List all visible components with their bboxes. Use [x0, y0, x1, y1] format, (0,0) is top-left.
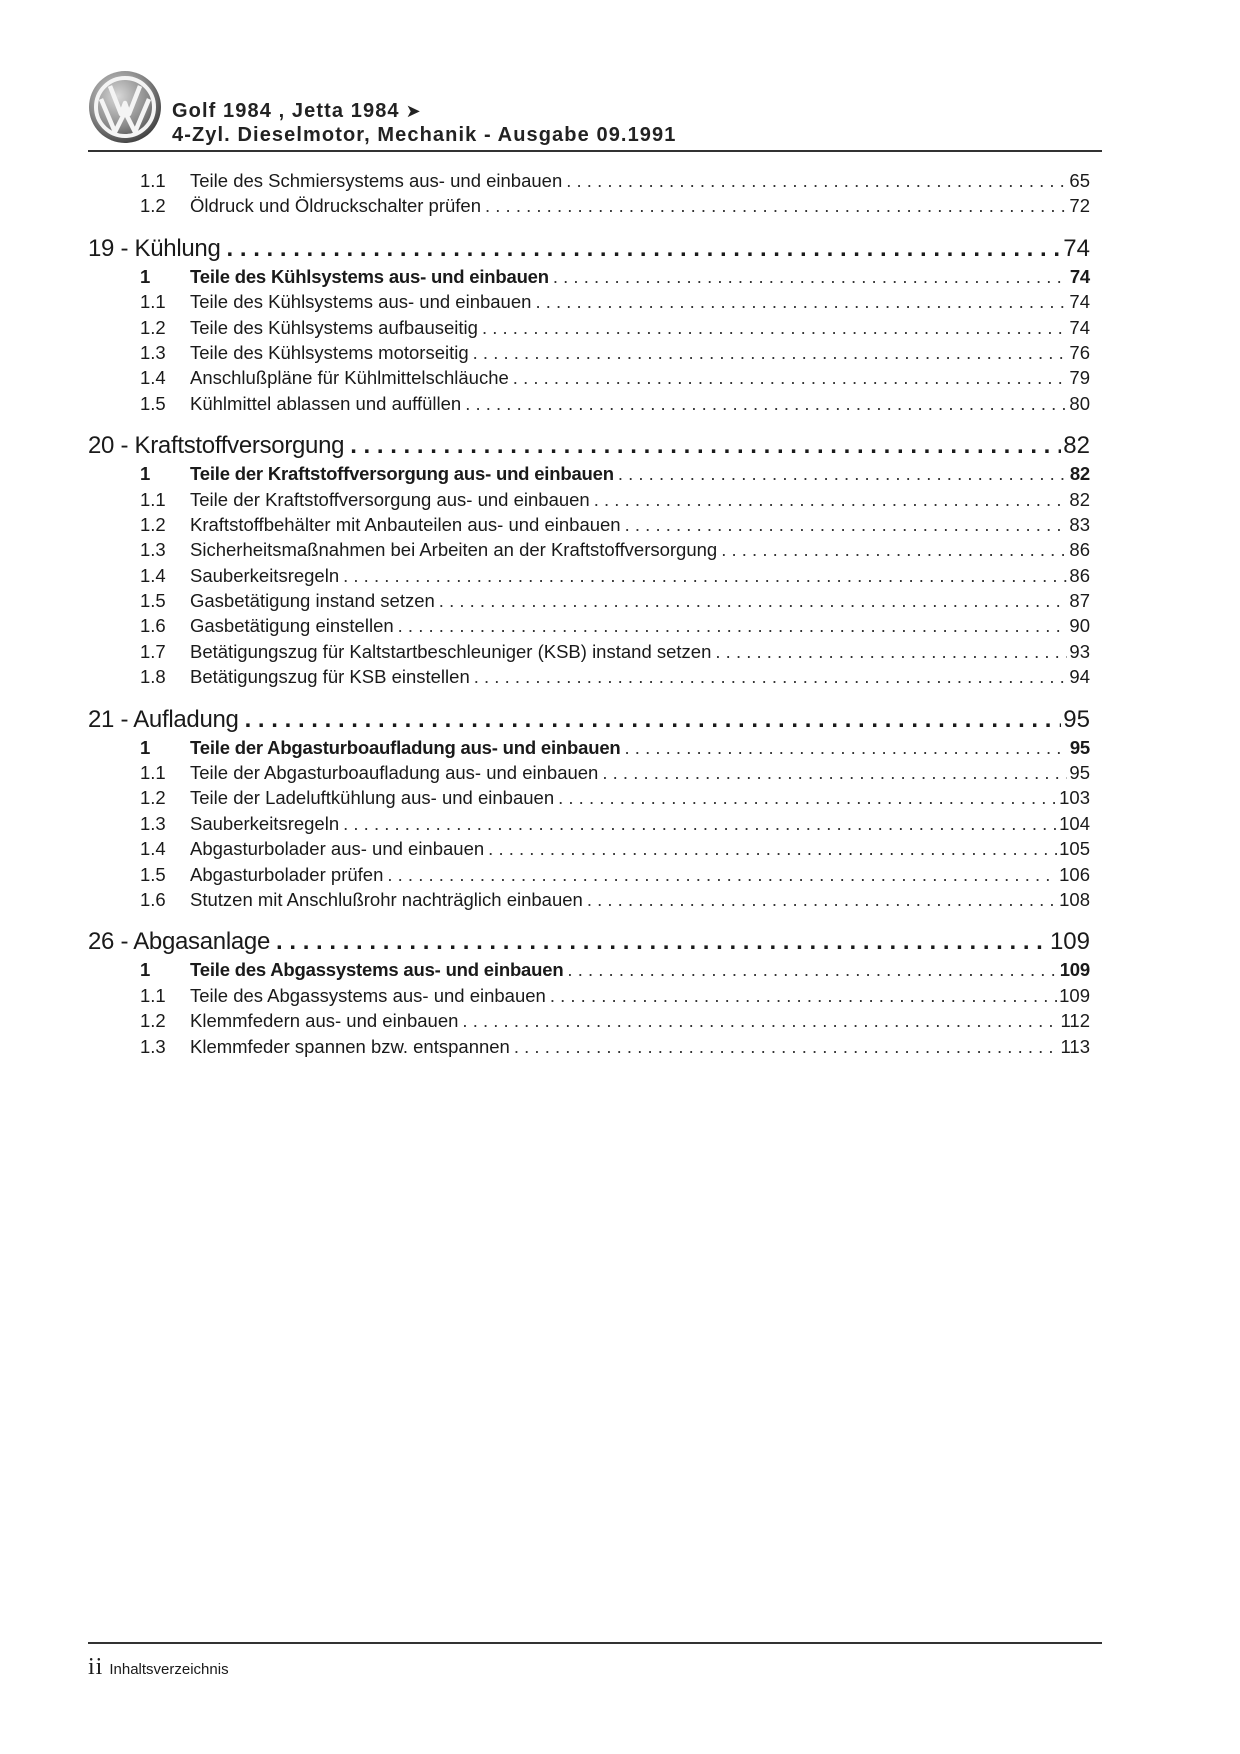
- manual-title-text: Golf 1984 , Jetta 1984: [172, 100, 400, 122]
- chapter-title: 20 - Kraftstoffversorgung: [88, 432, 345, 460]
- toc-entry-page: 74: [1069, 291, 1090, 313]
- dot-leader: [625, 737, 1068, 759]
- toc-entry[interactable]: [88, 514, 1090, 539]
- toc-entry-page: 95: [1069, 762, 1090, 784]
- dot-leader: [566, 170, 1067, 192]
- toc-entry[interactable]: [88, 1036, 1090, 1061]
- dot-leader: [602, 762, 1067, 784]
- toc-entry-label: Teile der Abgasturboaufladung aus- und einbauen: [190, 762, 599, 784]
- dot-leader: [715, 641, 1067, 663]
- toc-entry-page: 109: [1059, 959, 1090, 981]
- toc-entry-label: Teile des Kühlsystems motorseitig: [190, 341, 469, 363]
- toc-entry-number: 1.2: [140, 513, 166, 535]
- toc-entry[interactable]: [88, 615, 1090, 640]
- toc-entry[interactable]: [88, 641, 1090, 666]
- toc-entry-label: Teile des Abgassystems aus- und einbauen: [190, 959, 564, 981]
- toc-entry[interactable]: [88, 985, 1090, 1010]
- toc-entry-label: Abgasturbolader aus- und einbauen: [190, 838, 485, 860]
- toc-entry-label: Klemmfeder spannen bzw. entspannen: [190, 1035, 510, 1057]
- chapter-title: 26 - Abgasanlage: [88, 928, 271, 956]
- toc-entry-number: 1.3: [140, 539, 166, 561]
- dot-leader: [462, 1010, 1058, 1032]
- toc-entry-number: 1.7: [140, 640, 166, 662]
- toc-entry-label: Teile der Abgasturboaufladung aus- und einbauen: [190, 736, 621, 758]
- toc-entry[interactable]: [88, 367, 1090, 392]
- chapter-page: 109: [1049, 928, 1090, 956]
- dot-leader: [245, 706, 1062, 734]
- toc-entry-label: Gasbetätigung einstellen: [190, 615, 394, 637]
- toc-entry-label: Teile des Kühlsystems aufbauseitig: [190, 316, 478, 338]
- toc-entry[interactable]: [88, 813, 1090, 838]
- toc-entry-page: 72: [1069, 195, 1090, 217]
- toc-entry-page: 86: [1069, 564, 1090, 586]
- dot-leader: [485, 195, 1067, 217]
- toc-chapter-heading[interactable]: [88, 235, 1090, 264]
- toc-entry-label: Teile der Kraftstoffversorgung aus- und einbauen: [190, 463, 614, 485]
- toc-entry-number: 1.4: [140, 838, 166, 860]
- toc-entry-label: Betätigungszug für Kaltstartbeschleuniger (KSB) instand setzen: [190, 640, 712, 662]
- toc-chapter-heading[interactable]: [88, 432, 1090, 461]
- chapter-title: 19 - Kühlung: [88, 234, 221, 262]
- toc-entry[interactable]: [88, 291, 1090, 316]
- dot-leader: [625, 514, 1068, 536]
- toc-entry-label: Teile des Kühlsystems aus- und einbauen: [190, 265, 549, 287]
- page-footer: [88, 1654, 229, 1681]
- toc-entry[interactable]: [88, 463, 1090, 488]
- dot-leader: [535, 291, 1067, 313]
- toc-entry-number: 1.3: [140, 812, 166, 834]
- toc-entry[interactable]: [88, 959, 1090, 984]
- toc-entry-page: 109: [1059, 984, 1090, 1006]
- toc-entry-number: 1.4: [140, 367, 166, 389]
- dot-leader: [550, 985, 1057, 1007]
- toc-entry[interactable]: [88, 393, 1090, 418]
- toc-entry-number: 1: [140, 463, 151, 485]
- toc-entry-label: Klemmfedern aus- und einbauen: [190, 1010, 459, 1032]
- toc-entry-page: 74: [1069, 316, 1090, 338]
- toc-entry-number: 1.2: [140, 1010, 166, 1032]
- toc-entry-number: 1: [140, 736, 151, 758]
- toc-entry-page: 83: [1069, 513, 1090, 535]
- continuation-arrow-icon: ➤: [405, 101, 422, 121]
- toc-entry[interactable]: [88, 195, 1090, 220]
- table-of-contents: [88, 170, 1090, 1061]
- toc-entry[interactable]: [88, 565, 1090, 590]
- header-divider: [88, 150, 1102, 152]
- toc-entry-label: Anschlußpläne für Kühlmittelschläuche: [190, 367, 509, 389]
- dot-leader: [350, 432, 1061, 460]
- toc-entry[interactable]: [88, 317, 1090, 342]
- dot-leader: [567, 959, 1057, 981]
- toc-entry-number: 1.6: [140, 888, 166, 910]
- toc-entry-label: Teile des Schmiersystems aus- und einbauen: [190, 170, 563, 191]
- toc-entry-label: Betätigungszug für KSB einstellen: [190, 666, 470, 688]
- manual-subtitle: 4-Zyl. Dieselmotor, Mechanik - Ausgabe 09.1991: [172, 124, 677, 146]
- dot-leader: [513, 367, 1068, 389]
- toc-entry-page: 76: [1069, 341, 1090, 363]
- dot-leader: [553, 266, 1068, 288]
- toc-entry-number: 1.5: [140, 590, 166, 612]
- toc-entry-number: 1.5: [140, 392, 166, 414]
- toc-entry-page: 93: [1069, 640, 1090, 662]
- toc-entry-label: Teile des Abgassystems aus- und einbauen: [190, 984, 546, 1006]
- chapter-title: 21 - Aufladung: [88, 705, 239, 733]
- toc-entry-page: 82: [1069, 463, 1090, 485]
- toc-entry-label: Kraftstoffbehälter mit Anbauteilen aus- und einbauen: [190, 513, 621, 535]
- toc-chapter-heading[interactable]: [88, 928, 1090, 957]
- toc-entry-label: Sauberkeitsregeln: [190, 564, 340, 586]
- toc-entry-number: 1.1: [140, 762, 166, 784]
- toc-entry-page: 82: [1069, 488, 1090, 510]
- vw-logo-icon: [88, 70, 162, 144]
- dot-leader: [587, 889, 1057, 911]
- toc-chapter-heading[interactable]: [88, 706, 1090, 735]
- chapter-page: 95: [1063, 705, 1090, 733]
- toc-entry[interactable]: [88, 787, 1090, 812]
- toc-entry-page: 74: [1069, 265, 1090, 287]
- toc-entry[interactable]: [88, 762, 1090, 787]
- toc-entry-number: 1.1: [140, 984, 166, 1006]
- toc-entry-number: 1: [140, 959, 151, 981]
- toc-entry-number: 1.6: [140, 615, 166, 637]
- dot-leader: [618, 463, 1068, 485]
- toc-entry-page: 80: [1069, 392, 1090, 414]
- toc-entry-number: 1.1: [140, 291, 166, 313]
- dot-leader: [558, 787, 1057, 809]
- toc-entry-label: Teile der Kraftstoffversorgung aus- und einbauen: [190, 488, 590, 510]
- dot-leader: [482, 317, 1067, 339]
- toc-entry[interactable]: [88, 266, 1090, 291]
- toc-entry-number: 1.4: [140, 564, 166, 586]
- toc-entry-page: 103: [1059, 787, 1090, 809]
- toc-entry[interactable]: [88, 1010, 1090, 1035]
- dot-leader: [227, 235, 1062, 263]
- toc-entry-number: 1.3: [140, 341, 166, 363]
- dot-leader: [488, 838, 1057, 860]
- toc-entry-number: 1.8: [140, 666, 166, 688]
- toc-entry[interactable]: [88, 489, 1090, 514]
- toc-entry[interactable]: [88, 737, 1090, 762]
- footer-divider: [88, 1642, 1102, 1644]
- toc-entry-page: 65: [1069, 170, 1090, 191]
- toc-entry-page: 106: [1059, 863, 1090, 885]
- toc-entry-number: 1.3: [140, 1035, 166, 1057]
- dot-leader: [465, 393, 1067, 415]
- toc-entry-page: 90: [1069, 615, 1090, 637]
- toc-entry-number: 1: [140, 265, 151, 287]
- toc-entry-label: Teile des Kühlsystems aus- und einbauen: [190, 291, 532, 313]
- toc-entry[interactable]: [88, 590, 1090, 615]
- dot-leader: [343, 813, 1057, 835]
- dot-leader: [387, 864, 1057, 886]
- toc-entry-page: 112: [1060, 1010, 1090, 1032]
- toc-entry-label: Abgasturbolader prüfen: [190, 863, 384, 885]
- toc-entry-page: 95: [1069, 736, 1090, 758]
- toc-entry[interactable]: [88, 170, 1090, 195]
- toc-entry-label: Gasbetätigung instand setzen: [190, 590, 435, 612]
- dot-leader: [594, 489, 1068, 511]
- toc-entry-page: 108: [1059, 888, 1090, 910]
- toc-entry[interactable]: [88, 342, 1090, 367]
- dot-leader: [474, 666, 1068, 688]
- chapter-page: 74: [1063, 234, 1090, 262]
- page-number: ii: [88, 1654, 104, 1680]
- toc-entry[interactable]: [88, 838, 1090, 863]
- toc-entry-label: Kühlmittel ablassen und auffüllen: [190, 392, 462, 414]
- toc-entry-label: Sauberkeitsregeln: [190, 812, 340, 834]
- toc-entry-number: 1.2: [140, 195, 166, 217]
- toc-entry[interactable]: [88, 539, 1090, 564]
- toc-entry-number: 1.5: [140, 863, 166, 885]
- manual-title: [172, 100, 422, 123]
- toc-entry[interactable]: [88, 889, 1090, 914]
- dot-leader: [398, 615, 1068, 637]
- toc-entry-number: 1.1: [140, 488, 166, 510]
- toc-entry-page: 87: [1069, 590, 1090, 612]
- dot-leader: [473, 342, 1068, 364]
- dot-leader: [439, 590, 1068, 612]
- toc-entry-number: 1.1: [140, 170, 166, 191]
- toc-entry-page: 113: [1060, 1035, 1090, 1057]
- toc-entry-page: 79: [1069, 367, 1090, 389]
- toc-entry[interactable]: [88, 666, 1090, 691]
- toc-entry[interactable]: [88, 864, 1090, 889]
- chapter-page: 82: [1063, 432, 1090, 460]
- toc-entry-page: 94: [1069, 666, 1090, 688]
- dot-leader: [721, 539, 1067, 561]
- dot-leader: [343, 565, 1067, 587]
- toc-entry-page: 104: [1059, 812, 1090, 834]
- toc-entry-label: Sicherheitsmaßnahmen bei Arbeiten an der Kraftstoffversorgung: [190, 539, 718, 561]
- toc-entry-label: Teile der Ladeluftkühlung aus- und einbauen: [190, 787, 555, 809]
- toc-entry-number: 1.2: [140, 787, 166, 809]
- toc-entry-label: Öldruck und Öldruckschalter prüfen: [190, 195, 481, 217]
- dot-leader: [514, 1036, 1059, 1058]
- toc-entry-number: 1.2: [140, 316, 166, 338]
- page-header: [88, 70, 1102, 152]
- toc-entry-page: 86: [1069, 539, 1090, 561]
- toc-entry-label: Stutzen mit Anschlußrohr nachträglich einbauen: [190, 888, 583, 910]
- footer-section-name: Inhaltsverzeichnis: [109, 1661, 229, 1678]
- dot-leader: [276, 928, 1048, 956]
- toc-entry-page: 105: [1059, 838, 1090, 860]
